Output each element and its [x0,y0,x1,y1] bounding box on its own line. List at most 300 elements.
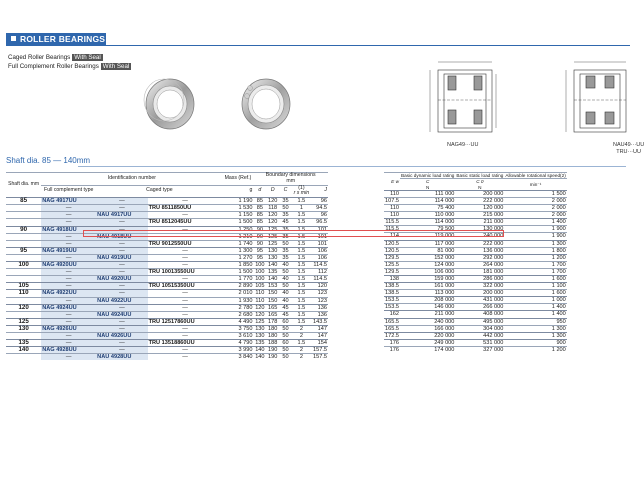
static-load-cell: 130 000 [455,226,504,233]
bearing-photo-full-complement [236,74,296,132]
drawing-label-nag: NAG49···UU [447,142,479,148]
static-load-cell: 222 000 [455,197,504,204]
shaft-cell [6,205,41,212]
full-complement-cell: — [41,233,96,240]
table-row [6,205,328,212]
table-row [384,268,567,275]
speed-cell: 1 700 [504,261,566,268]
table-row [6,332,328,339]
caged-nau-cell: — [96,304,147,311]
C-cell: 40 [279,262,292,269]
dynamic-load-cell: 124 000 [400,261,455,268]
caged-nau-cell: — [96,226,147,233]
r-cell: 1.5 [292,233,311,240]
J-cell: 101 [311,233,328,240]
table-row [384,346,567,353]
col-mass-unit: g [223,185,254,198]
mass-cell: 1 270 [223,254,254,261]
full-complement-subtitle: Full Complement Roller Bearings With Seal [8,63,130,70]
r-cell: 2 [292,332,311,339]
mass-cell: 1 300 [223,247,254,254]
ew-cell: 165.5 [385,325,399,332]
table-row [6,290,328,297]
speed-cell: 2 000 [504,197,566,204]
caged-nau-cell: — [96,340,147,347]
speed-cell: 1 600 [504,276,566,283]
D-cell: 140 [268,276,278,283]
speed-cell: 950 [504,318,566,325]
section-title: ROLLER BEARINGS [6,33,106,46]
caged-tru-cell: — [148,198,223,205]
r-cell: 1.5 [292,311,311,318]
caged-nau-cell: — [96,290,147,297]
C-cell: 45 [279,219,292,226]
table-row [6,212,328,219]
r-cell: 1.5 [292,254,311,261]
mass-cell: 2 780 [223,304,254,311]
D-cell: 188 [268,340,278,347]
d-cell: 125 [255,318,265,325]
caged-tru-cell: — [148,233,223,240]
d-cell: 85 [253,205,266,212]
col-mass: Mass (Ref.) [223,173,254,186]
shaft-cell: 95 [6,247,41,254]
dynamic-load-cell: 161 000 [400,283,455,290]
col-c-unit: C N [400,179,455,191]
mass-cell: 4 790 [223,340,254,347]
d-cell: 95 [253,247,266,254]
speed-cell: 1 000 [504,297,566,304]
caged-subtitle: Caged Roller Bearings With Seal [8,54,101,61]
caged-nau-cell: NAU 4919UU [96,254,147,261]
ew-cell: 115.5 [385,219,399,226]
mass-cell: 2 890 [223,283,254,290]
d-cell: 85 [253,198,266,205]
dynamic-load-cell: 117 000 [400,240,455,247]
speed-cell: 1 200 [504,346,566,353]
speed-cell: 1 900 [504,226,566,233]
J-cell: 101 [311,226,328,233]
caged-tru-cell: — [148,212,223,219]
r-cell: 1.5 [292,262,311,269]
static-load-cell: 442 000 [455,332,504,339]
drawing-label-nau-tru: NAU49···UU TRU···UU [613,142,644,155]
r-cell: 1 [292,205,311,212]
ew-cell: 176 [384,339,400,346]
mass-cell: 3 750 [223,325,254,332]
caged-tru-cell: — [148,297,223,304]
dynamic-load-cell: 208 000 [400,297,455,304]
dynamic-load-cell: 166 000 [400,325,455,332]
full-complement-cell: NAG 4926UU [41,325,96,332]
table-row [384,332,567,339]
col-full: Full complement type [41,185,96,198]
caged-tru-cell: TRU 13518860UU [148,340,223,347]
D-cell: 180 [268,325,278,332]
mass-cell: 1 530 [223,205,254,212]
table-row [384,219,567,226]
shaft-cell: 135 [6,340,41,347]
r-cell: 1.5 [292,304,311,311]
table-row [384,311,567,318]
mass-cell: 1 930 [223,297,254,304]
caged-tru-cell: — [148,247,223,254]
ew-cell: 138.5 [385,283,399,290]
table-row [6,304,328,311]
static-load-cell: 264 000 [455,261,504,268]
col-c-title: Basic dynamic load rating [401,173,455,178]
shaft-cell [6,233,41,240]
caged-tru-cell: — [148,290,223,297]
col-C: C [279,185,292,198]
J-cell: 136 [311,304,328,311]
table-row [384,290,567,297]
col-speed-title: Allowable rotational speed(2) [505,173,566,178]
col-ident: Identification number [41,173,222,186]
C-cell: 35 [279,226,292,233]
r-cell: 1.5 [292,318,311,325]
speed-cell: 1 300 [504,325,566,332]
d-cell: 90 [253,240,266,247]
col-ew: E w [384,173,400,191]
static-load-cell: 120 000 [455,205,504,212]
table-row [384,318,567,325]
caged-nau-cell: NAU 4920UU [96,276,147,283]
full-complement-cell: — [41,332,96,339]
ew-cell: 129.5 [385,254,399,261]
J-cell: 101 [311,240,328,247]
caged-tru-cell: TRU 8512045UU [148,219,223,226]
table-row [384,197,567,204]
C-cell: 50 [279,325,292,332]
table-row [384,247,567,254]
mass-cell: 1 850 [223,262,254,269]
caged-tru-cell: — [148,325,223,332]
caged-nau-cell: — [96,347,147,354]
shaft-cell [6,354,41,361]
full-complement-cell: — [41,297,96,304]
d-cell: 120 [255,311,265,318]
col-d: d [253,185,266,198]
table-row [384,304,567,311]
J-cell: 94.5 [311,205,328,212]
r-cell: 1.5 [292,219,311,226]
d-cell: 105 [255,283,265,290]
d-cell: 95 [253,254,266,261]
table-row [6,325,328,332]
D-cell: 120 [268,212,278,219]
C-cell: 45 [279,311,292,318]
J-cell: 120 [311,283,328,290]
D-cell: 180 [268,332,278,339]
static-load-cell: 200 000 [455,190,504,197]
static-load-cell: 266 000 [455,304,504,311]
full-complement-cell: — [41,311,96,318]
r-cell: 1.5 [292,283,311,290]
table-row [6,311,328,318]
speed-cell: 1 500 [504,190,566,197]
full-complement-cell: NAG 4922UU [41,290,96,297]
table-row [6,219,328,226]
full-complement-cell: NAG 4919UU [41,247,96,254]
r-cell: 1.5 [292,226,311,233]
shaft-cell: 85 [6,198,41,205]
ew-cell: 120.5 [385,247,399,254]
dynamic-load-cell: 106 000 [400,268,455,275]
J-cell: 123 [311,290,328,297]
r-cell: 1.5 [292,340,311,347]
table-row [6,240,328,247]
C-cell: 50 [279,347,292,354]
D-cell: 153 [268,283,278,290]
col-D: D [266,185,279,198]
C-cell: 40 [279,290,292,297]
table-row [384,261,567,268]
r-cell: 1.5 [292,240,311,247]
C-cell: 60 [279,340,292,347]
speed-cell: 1 400 [504,304,566,311]
ew-cell: 107.5 [385,197,399,204]
d-cell: 110 [255,290,265,297]
table-row [6,247,328,254]
speed-cell: 1 200 [504,254,566,261]
table-row [6,297,328,304]
ew-cell: 162 [384,311,400,318]
ew-cell: 114 [384,233,400,240]
ew-cell: 176 [384,346,400,353]
J-cell: 96.5 [311,219,328,226]
dynamic-load-cell: 152 000 [400,254,455,261]
ew-cell: 138 [384,276,400,283]
d-cell: 85 [253,212,266,219]
table-row [6,318,328,325]
shaft-cell [6,219,41,226]
D-cell: 125 [268,240,278,247]
d-cell: 90 [253,226,266,233]
D-cell: 140 [268,262,278,269]
C-cell: 45 [279,304,292,311]
D-cell: 165 [268,311,278,318]
caged-nau-cell: — [96,262,147,269]
full-complement-cell: — [41,219,96,226]
J-cell: 114.5 [311,276,328,283]
r-cell: 1.5 [292,212,311,219]
caged-tru-cell: — [148,262,223,269]
d-cell: 85 [253,219,266,226]
D-cell: 150 [268,297,278,304]
J-cell: 106 [311,254,328,261]
caged-nau-cell: — [96,325,147,332]
J-cell: 136 [311,311,328,318]
caged-nau-cell: — [96,240,147,247]
speed-cell: 900 [504,339,566,346]
C-cell: 40 [279,297,292,304]
C-cell: 50 [279,240,292,247]
J-cell: 112 [311,269,328,276]
C-cell: 35 [279,247,292,254]
caged-tru-cell: TRU 9012550UU [148,240,223,247]
static-load-cell: 200 000 [455,290,504,297]
shaft-cell: 90 [6,226,41,233]
ew-cell: 110 [384,212,400,219]
speed-cell: 2 000 [504,212,566,219]
static-load-cell: 495 000 [455,318,504,325]
d-cell: 120 [255,304,265,311]
J-cell: 96 [311,212,328,219]
D-cell: 165 [268,304,278,311]
caged-nau-cell: NAU 4924UU [96,311,147,318]
col-shaft: Shaft dia. mm [6,173,41,198]
J-cell: 147 [311,332,328,339]
speed-cell: 1 300 [504,332,566,339]
J-cell: 147 [311,325,328,332]
J-cell: 143.5 [311,318,328,325]
d-cell: 100 [255,269,265,276]
table-row [6,340,328,347]
caged-nau-cell: — [96,219,147,226]
row-highlight [83,230,504,237]
D-cell: 150 [268,290,278,297]
full-complement-cell: — [41,283,96,290]
J-cell: 154 [311,340,328,347]
r-cell: 1.5 [292,276,311,283]
dynamic-load-cell: 110 000 [400,212,455,219]
r-cell: 2 [292,347,311,354]
mass-cell: 1 740 [223,240,254,247]
dynamic-load-cell: 75 400 [400,205,455,212]
D-cell: 130 [268,247,278,254]
caged-tru-cell: TRU 10013550UU [148,269,223,276]
table-row [384,276,567,283]
static-load-cell: 286 000 [455,276,504,283]
table-row [6,347,328,354]
shaft-cell [6,269,41,276]
shaft-cell: 120 [6,304,41,311]
full-complement-cell: — [41,212,96,219]
static-load-cell: 408 000 [455,311,504,318]
caged-nau-cell: NAU 4917UU [96,212,147,219]
C-cell: 50 [279,332,292,339]
D-cell: 125 [268,226,278,233]
seal-tag: With Seal [102,63,130,70]
D-cell: 120 [268,219,278,226]
shaft-cell: 105 [6,283,41,290]
caged-tru-cell: TRU 8511850UU [148,205,223,212]
mass-cell: 1 770 [223,276,254,283]
speed-cell: 1 900 [504,233,566,240]
static-load-cell: 211 000 [455,219,504,226]
col-c0-unit: C 0 N [455,179,504,191]
static-load-cell: 531 000 [455,339,504,346]
table-row [6,262,328,269]
caged-nau-cell: — [96,283,147,290]
C-cell: 60 [279,318,292,325]
C-cell: 50 [279,354,292,361]
static-load-cell: 222 000 [455,240,504,247]
d-cell: 90 [253,233,266,240]
bearing-photo-caged [140,74,200,132]
d-cell: 135 [255,340,265,347]
mass-cell: 2 680 [223,311,254,318]
r-cell: 1.5 [292,247,311,254]
full-complement-cell: — [41,340,96,347]
mass-cell: 1 500 [223,269,254,276]
col-c0-title: Basic static load rating [456,173,504,178]
speed-cell: 1 700 [504,268,566,275]
ratings-body [384,190,567,353]
caged-tru-cell: — [148,254,223,261]
table-row [384,240,567,247]
mass-cell: 1 210 [223,233,254,240]
D-cell: 125 [268,233,278,240]
full-complement-cell: — [41,240,96,247]
dimensions-body [6,198,328,361]
mass-cell: 1 500 [223,219,254,226]
caged-tru-cell: TRU 12517860UU [148,318,223,325]
J-cell: 96 [311,198,328,205]
C-cell: 40 [279,276,292,283]
dynamic-load-cell: 249 000 [400,339,455,346]
C-cell: 35 [279,212,292,219]
static-load-cell: 215 000 [455,212,504,219]
dynamic-load-cell: 159 000 [400,276,455,283]
drawing-nau49uu-tru [560,52,638,148]
D-cell: 135 [268,269,278,276]
J-cell: 123 [311,297,328,304]
full-complement-cell: — [41,205,96,212]
speed-cell: 2 000 [504,205,566,212]
r-cell: 2 [292,354,311,361]
ew-cell: 110 [384,190,400,197]
full-complement-cell: — [41,269,96,276]
full-complement-cell: NAG 4918UU [41,226,96,233]
caged-nau-cell: NAU 4926UU [96,332,147,339]
caged-tru-cell: TRU 10515350UU [148,283,223,290]
table-row [384,325,567,332]
ew-cell: 115.5 [385,226,399,233]
table-row [384,283,567,290]
C-cell: 50 [279,283,292,290]
full-complement-cell: NAG 4924UU [41,304,96,311]
static-load-cell: 292 000 [455,254,504,261]
shaft-cell: 100 [6,262,41,269]
square-icon [11,36,16,41]
dimensions-table [6,172,328,360]
d-cell: 110 [255,297,265,304]
ew-cell: 165.5 [385,318,399,325]
J-cell: 106 [311,247,328,254]
shaft-cell: 130 [6,325,41,332]
dynamic-load-cell: 114 000 [400,219,455,226]
mass-cell: 2 010 [223,290,254,297]
ew-cell: 138.5 [385,290,399,297]
dynamic-load-cell: 240 000 [400,318,455,325]
static-load-cell: 431 000 [455,297,504,304]
static-load-cell: 327 000 [455,346,504,353]
ew-cell: 125.5 [385,261,399,268]
D-cell: 190 [268,347,278,354]
table-row [384,212,567,219]
full-complement-cell: NAG 4917UU [41,198,96,205]
mass-cell: 4 490 [223,318,254,325]
C-cell: 50 [279,205,292,212]
static-load-cell: 136 000 [455,247,504,254]
caged-nau-cell: — [96,247,147,254]
table-row [6,354,328,361]
J-cell: 114.5 [311,262,328,269]
mass-cell: 3 610 [223,332,254,339]
dynamic-load-cell: 174 000 [400,346,455,353]
